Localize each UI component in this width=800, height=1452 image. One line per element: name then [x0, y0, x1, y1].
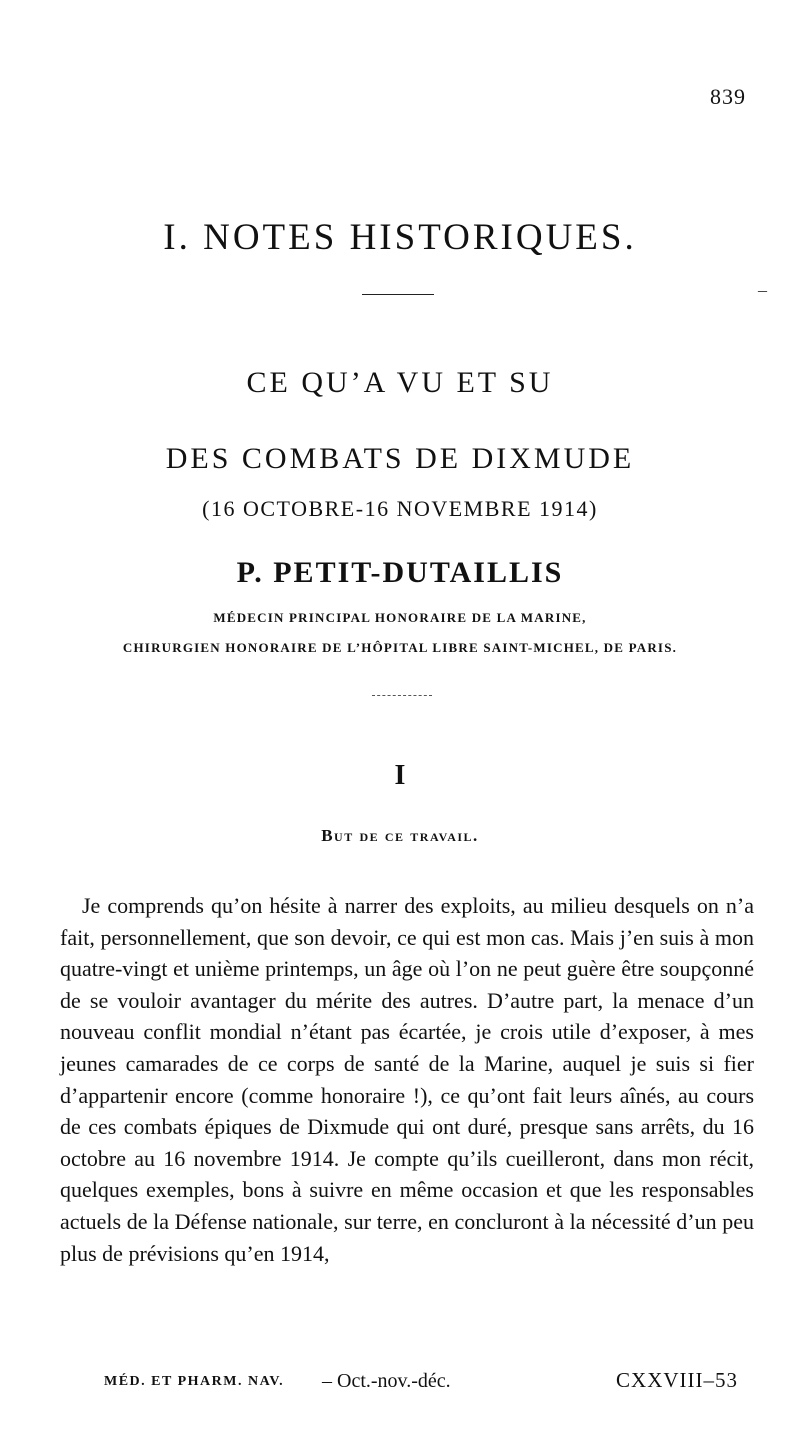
author-affiliation-1: MÉDECIN PRINCIPAL HONORAIRE DE LA MARINE, — [213, 610, 587, 625]
article-title-line-2: DES COMBATS DE DIXMUDE — [165, 442, 635, 475]
author-affiliation-2: CHIRURGIEN HONORAIRE DE L’HÔPITAL LIBRE SAINT-MICHEL, DE PARIS. — [122, 640, 678, 655]
title-divider — [372, 695, 432, 696]
footer-journal: MÉD. ET PHARM. NAV. — [104, 1374, 285, 1389]
chapter-title: But de ce travail. — [321, 826, 479, 845]
section-heading: I. NOTES HISTORIQUES. — [163, 217, 637, 258]
chapter-number: I — [394, 760, 406, 791]
footer-volume: CXXVIII–53 — [616, 1368, 738, 1392]
footer-issue: – Oct.-nov.-déc. — [322, 1370, 451, 1392]
page-number: 839 — [710, 84, 746, 109]
margin-mark: – — [758, 280, 767, 300]
article-date-range: (16 OCTOBRE-16 NOVEMBRE 1914) — [202, 496, 598, 521]
body-paragraph: Je comprends qu’on hésite à narrer des exploits, au milieu desquels on n’a fait, personnellement, que son devoir, ce qui est mon cas. Mais j’en suis à mon quatre-vingt et unième printemps, un âge où l’on ne peut guère être soupçonné de se vouloir avantager du mérite des autres. D’autre part, la menace d’un nouveau conflit mondial n’étant pas écartée, je crois utile d’exposer, à mes jeunes camarades de ce corps de santé de la Marine, auquel je suis si fier d’appartenir encore (comme honoraire !), ce qu’ont fait leurs aînés, au cours de ces combats épiques de Dixmude qui ont duré, presque sans arrêts, du 16 octobre au 16 novembre 1914. Je compte qu’ils cueilleront, dans mon récit, quelques exemples, bons à suivre en même occasion et que les responsables actuels de la Défense nationale, sur terre, en concluront à la nécessité d’un peu plus de prévisions qu’en 1914, — [60, 893, 754, 1266]
article-title-line-1: CE QU’A VU ET SU — [246, 366, 554, 399]
article-author: P. PETIT-DUTAILLIS — [236, 556, 564, 589]
heading-divider — [362, 294, 434, 295]
